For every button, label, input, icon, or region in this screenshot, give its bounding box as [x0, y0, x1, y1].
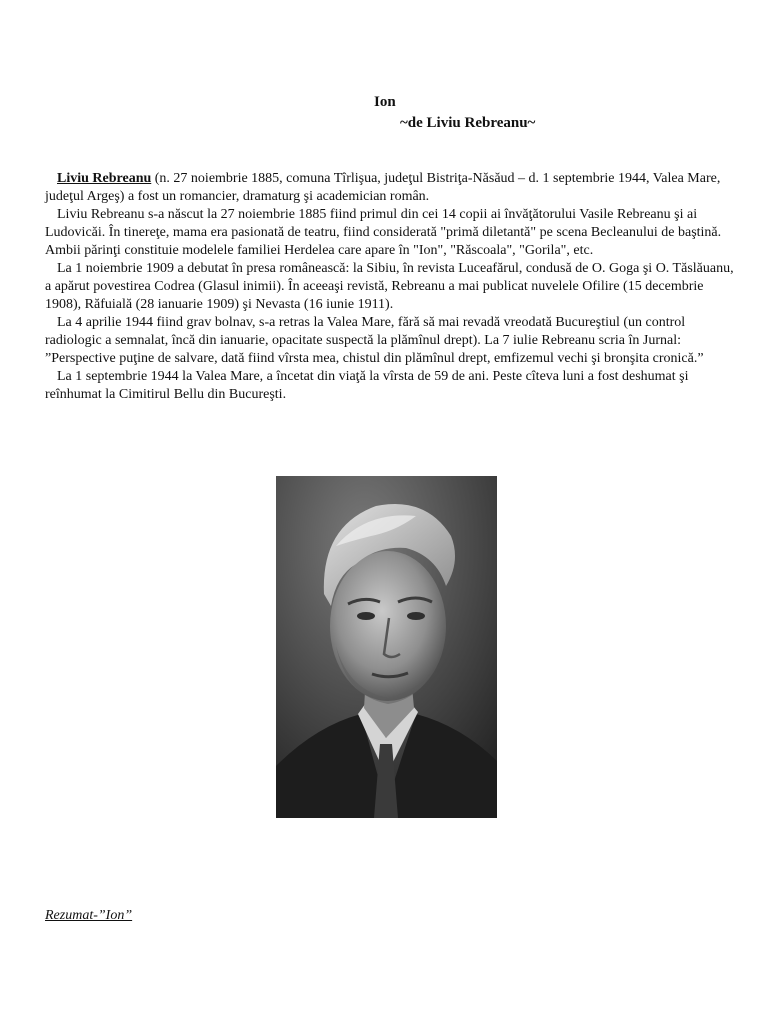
paragraph-5: La 1 septembrie 1944 la Valea Mare, a încetat din viaţă la vîrsta de 59 de ani. Peste cîteva luni a fost deshumat şi reînhumat la Cimitirul Bellu din Bucureşti.	[45, 369, 689, 402]
author-name-link[interactable]: Liviu Rebreanu	[57, 171, 152, 186]
paragraph-3: La 1 noiembrie 1909 a debutat în presa românească: la Sibiu, în revista Luceafărul, condusă de O. Goga şi O. Tăslăuanu, a apărut povestirea Codrea (Glasul inimii). În aceeaşi revistă, Rebreanu a mai publicat nuvelele Ofilire (15 decembrie 1908), Răfuială (28 ianuarie 1909) şi Nevasta (16 iunie 1911).	[45, 261, 734, 312]
biography-text	[45, 170, 735, 404]
document-title: Ion	[374, 94, 396, 110]
paragraph-1-text: (n. 27 noiembrie 1885, comuna Tîrlişua, judeţul Bistriţa-Năsăud – d. 1 septembrie 1944, Valea Mare, judeţul Argeş) a fost un romancier, dramaturg şi academician român.	[45, 171, 721, 204]
paragraph-2: Liviu Rebreanu s-a născut la 27 noiembrie 1885 fiind primul din cei 14 copii ai învăţătorului Vasile Rebreanu şi ai Ludovicăi. În tinereţe, mama era pasionată de teatru, fiind considerată "primă diletantă" pe scena Becleanului de baştină. Ambii părinţi constituie modelele familiei Herdelea care apare în "Ion", "Răscoala", "Gorila", etc.	[45, 207, 722, 258]
summary-link[interactable]: Rezumat-”Ion”	[45, 908, 133, 923]
portrait-photo-icon	[276, 476, 497, 818]
paragraph-1	[45, 170, 735, 206]
author-portrait	[276, 476, 497, 818]
document-subtitle: ~de Liviu Rebreanu~	[400, 115, 536, 131]
paragraph-4: La 4 aprilie 1944 fiind grav bolnav, s-a retras la Valea Mare, fără să mai revadă vreodată Bucureştiul (un control radiologic a semnalat, încă din ianuarie, opacitate suspectă la plămînul drept). La 7 iulie Rebreanu scria în Jurnal: ”Perspective puţine de salvare, dată fiind vîrsta mea, chistul din plămînul drept, emfizemul vechi şi bronşita cronică.”	[45, 315, 704, 366]
